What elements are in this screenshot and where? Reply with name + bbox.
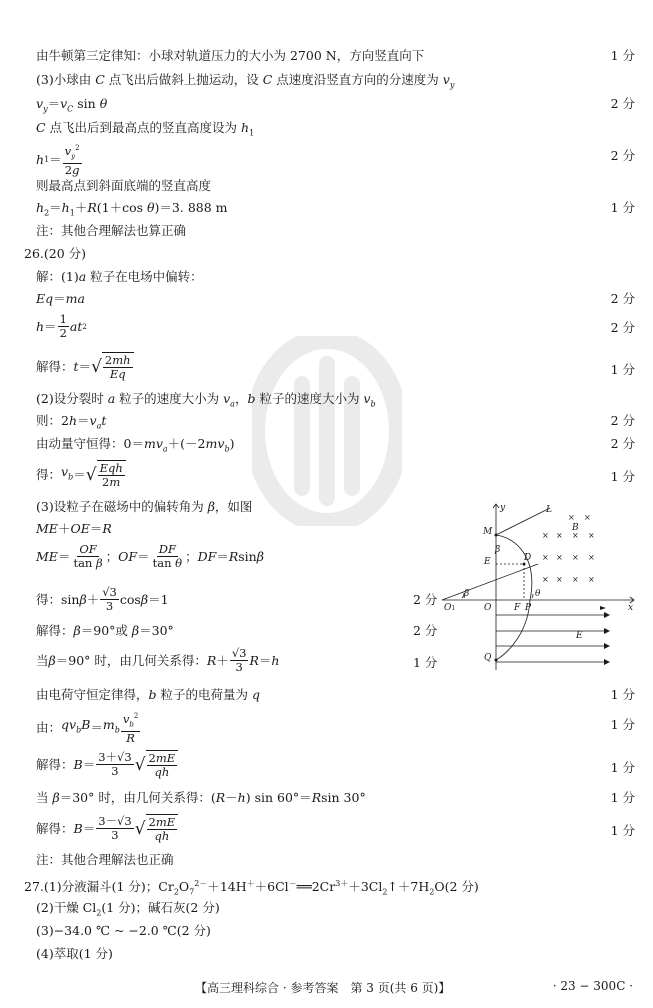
note: 注：其他合理解法也正确 (36, 852, 174, 867)
svg-text:y: y (500, 503, 506, 513)
svg-text:E: E (576, 631, 583, 641)
svg-text:P: P (525, 603, 532, 613)
equation: h 1 ＝ $\frac{v_y^2}{2g}$ (36, 143, 80, 178)
equation: h ＝ $\frac{1}{2}$ at 2 (36, 312, 87, 340)
score: 2 分 (413, 592, 438, 607)
text-line: 由牛顿第三定律知：小球对轨道压力的大小为 2700 N，方向竖直向下 (36, 48, 425, 63)
equation: 由动量守恒得：$0=mv_a+(-2mv_b)$ (36, 436, 235, 454)
equation: 解得： B ＝ $\frac{3+√3}{3}$ √ $\frac{2mE}{qh}$ (36, 750, 178, 779)
svg-text:B: B (572, 523, 579, 533)
watermark-logo (252, 336, 402, 526)
equation: $h_2=h_1+R(1+\cos$ θ)＝3. 888 m (36, 200, 228, 218)
equation: 得： $v_b$ ＝ √ $\frac{\text{Eqh}}{2m}$ (36, 460, 126, 489)
equation: $v_y=v_C$ sin θ (36, 96, 108, 114)
text-line: 则最高点到斜面底端的竖直高度 (36, 178, 212, 193)
svg-text:Q: Q (484, 653, 492, 663)
svg-text:×: × (572, 575, 579, 584)
svg-text:×: × (542, 575, 549, 584)
svg-text:×: × (542, 531, 549, 540)
svg-text:×: × (584, 513, 591, 522)
score: 1 分 (610, 760, 635, 775)
score: 1 分 (413, 655, 438, 670)
score: 1 分 (610, 200, 635, 215)
svg-text:×: × (556, 575, 563, 584)
footer-page-info: 【高三理科综合 · 参考答案 第 3 页(共 6 页)】 (195, 981, 451, 995)
svg-text:D: D (524, 553, 532, 563)
svg-text:E: E (484, 557, 491, 567)
score: 2 分 (610, 413, 635, 428)
equation: 由： $qv_bB$ ＝ $m_b$ $\frac{v_b^2}{R}$ (36, 711, 139, 746)
equation: 解得： t ＝ √ $\frac{2mh}{Eq}$ (36, 352, 134, 381)
score: 1 分 (610, 362, 635, 377)
score: 1 分 (610, 48, 635, 63)
svg-text:×: × (588, 553, 595, 562)
score: 1 分 (610, 717, 635, 732)
text-line: (2)干燥 $Cl_2(1$ 分)；碱石灰(2 分) (36, 900, 220, 918)
score: 2 分 (610, 320, 635, 335)
score: 2 分 (413, 623, 438, 638)
note: 注：其他合理解法也算正确 (36, 223, 187, 238)
svg-text:×: × (568, 513, 575, 522)
physics-diagram (438, 498, 638, 673)
svg-text:×: × (572, 531, 579, 540)
svg-text:×: × (556, 553, 563, 562)
score: 1 分 (610, 790, 635, 805)
svg-text:β: β (495, 545, 501, 555)
svg-text:×: × (556, 531, 563, 540)
score: 1 分 (610, 687, 635, 702)
question-number: 26.(20 分) (24, 246, 87, 261)
svg-text:×: × (542, 553, 549, 562)
equation: 则：$2h=v_at$ (36, 413, 107, 431)
equation: 当 β＝30° 时，由几何关系得：(R－h) sin 60°＝Rsin 30° (36, 790, 366, 805)
score: 2 分 (610, 436, 635, 451)
text-line: (3)小球由 C 点飞出后做斜上抛运动，设 C 点速度沿竖直方向的分速度为 $v_y$ (36, 72, 455, 90)
svg-text:×: × (572, 553, 579, 562)
score: 1 分 (610, 823, 635, 838)
equation: Eq＝ma (36, 291, 85, 306)
text-line: (3)−34.0 ℃ ~ −2.0 ℃(2 分) (36, 923, 211, 938)
svg-text:θ: θ (535, 589, 541, 599)
svg-text:L: L (546, 505, 552, 515)
text-line: (2)设分裂时 a 粒子的速度大小为 $v_a$，b 粒子的速度大小为 $v_b$ (36, 391, 376, 409)
svg-text:×: × (588, 575, 595, 584)
text-line: 由电荷守恒定律得，b 粒子的电荷量为 q (36, 687, 260, 702)
equation: 当 β ＝90° 时，由几何关系得： R ＋ $\frac{√3}{3}$ R ＝ h (36, 646, 280, 674)
svg-text:β: β (464, 589, 470, 599)
score: 2 分 (610, 96, 635, 111)
text-line: (4)萃取(1 分) (36, 946, 113, 961)
equation: 得：sin β ＋ $\frac{√3}{3}$ cos β ＝1 (36, 585, 169, 613)
equation: ME ＝ $\frac{OF}{\text{tan β}}$ ； OF ＝ $\frac{DF}{\text{tan θ}}$ ； DF ＝ R sin β (36, 542, 264, 570)
text-line: (3)设粒子在磁场中的偏转角为 β，如图 (36, 499, 253, 514)
svg-text:×: × (588, 531, 595, 540)
score: 2 分 (610, 291, 635, 306)
equation: ME＋OE＝R (36, 521, 112, 536)
svg-text:O: O (484, 603, 492, 613)
footer-code: · 23 − 300C · (552, 979, 633, 993)
svg-text:x: x (628, 603, 634, 613)
svg-text:F: F (514, 603, 521, 613)
score: 2 分 (610, 148, 635, 163)
equation: 解得： B ＝ $\frac{3-√3}{3}$ √ $\frac{2mE}{qh}$ (36, 814, 178, 843)
text-line: 解：(1)a 粒子在电场中偏转： (36, 269, 203, 284)
text-line: C 点飞出后到最高点的竖直高度设为 $h_1$ (36, 120, 255, 138)
text-line: 27.(1)分液漏斗(1 分)；$Cr_2O_7^{2-}+14H^++6Cl^-══2Cr^{3+}+3Cl_2↑+7H_2O(2$ 分) (24, 879, 479, 897)
svg-text:M: M (483, 527, 493, 537)
score: 1 分 (610, 469, 635, 484)
svg-text:O1: O1 (444, 603, 456, 613)
equation: 解得：β＝90°或 β＝30° (36, 623, 174, 638)
